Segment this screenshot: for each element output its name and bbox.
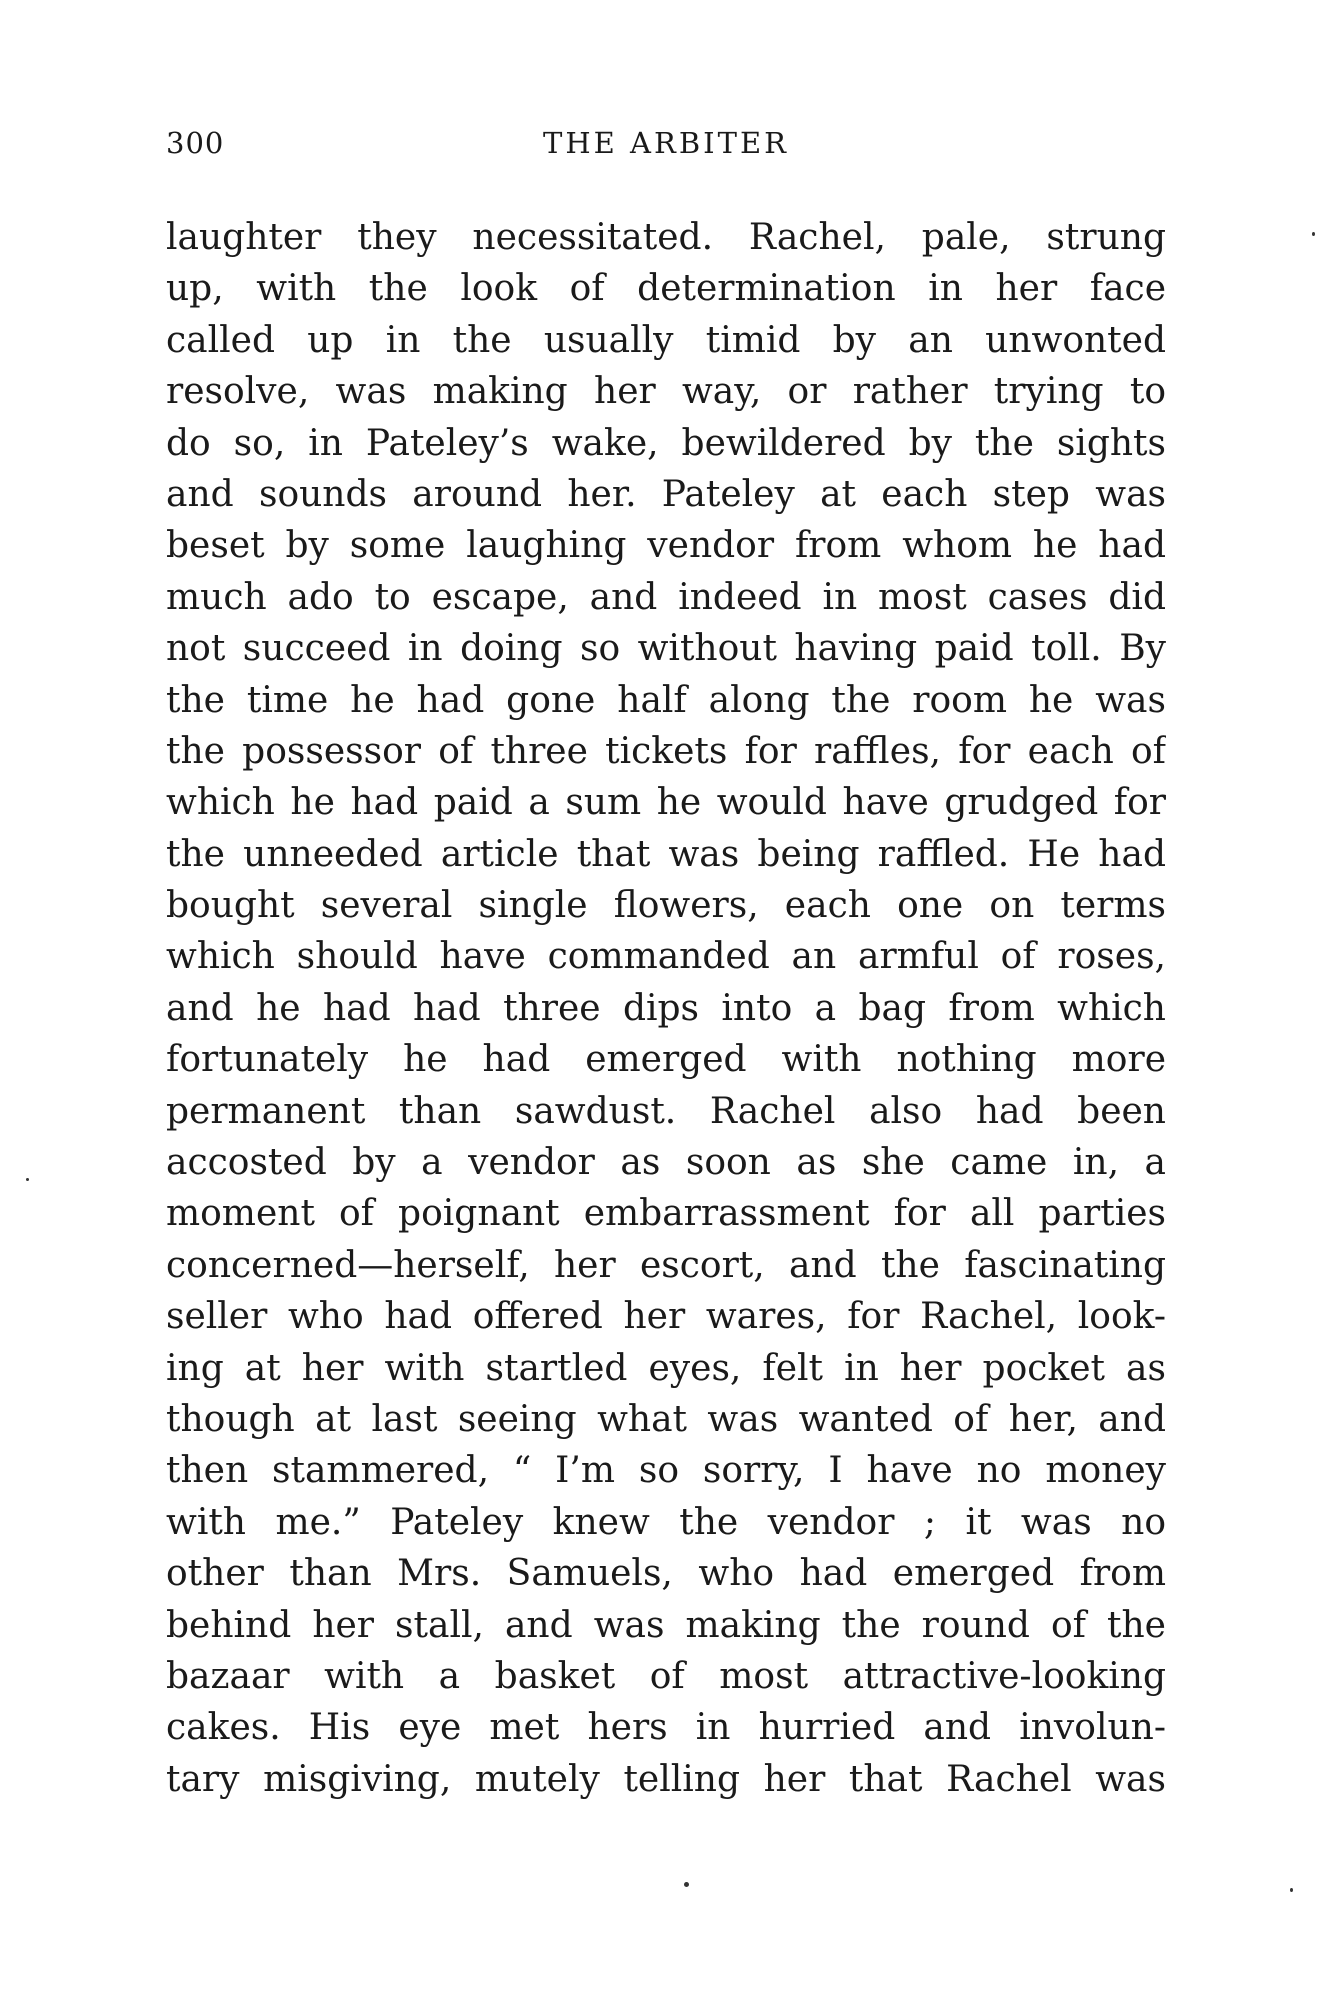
text-line: permanent than sawdust. Rachel also had been [166,1090,1166,1132]
text-line: much ado to escape, and indeed in most cases did [166,576,1166,618]
text-line: called up in the usually timid by an unwonted [166,319,1166,361]
text-line: ing at her with startled eyes, felt in her pocket as [166,1347,1166,1389]
text-line: tary misgiving, mutely telling her that Rachel was [166,1758,1166,1800]
text-line: seller who had offered her wares, for Rachel, look- [166,1296,1166,1338]
text-line: which should have commanded an armful of roses, [166,936,1166,978]
text-line: cakes. His eye met hers in hurried and involun- [166,1707,1166,1749]
scan-speck [1312,232,1315,236]
text-line: and he had had three dips into a bag from which [166,987,1166,1029]
text-line: though at last seeing what was wanted of her, and [166,1398,1166,1440]
text-line: up, with the look of determination in her face [166,268,1166,310]
text-line: then stammered, “ I’m so sorry, I have no money [166,1450,1166,1492]
text-line: do so, in Pateley’s wake, bewildered by the sights [166,422,1166,464]
text-line: fortunately he had emerged with nothing more [166,1039,1166,1081]
text-line: beset by some laughing vendor from whom he had [166,525,1166,567]
text-line: resolve, was making her way, or rather trying to [166,371,1166,413]
text-line: other than Mrs. Samuels, who had emerged from [166,1553,1166,1595]
page-number: 300 [166,126,225,160]
text-line: bought several single flowers, each one on terms [166,885,1166,927]
text-line: the time he had gone half along the room he was [166,679,1166,721]
text-line: not succeed in doing so without having paid toll. By [166,628,1166,670]
text-line: concerned—herself, her escort, and the fascinating [166,1244,1166,1286]
text-line: bazaar with a basket of most attractive-looking [166,1655,1166,1697]
text-line: behind her stall, and was making the round of the [166,1604,1166,1646]
text-line: the unneeded article that was being raffled. He had [166,833,1166,875]
scan-speck [26,1178,29,1181]
body-text [166,212,1166,1805]
running-title: THE ARBITER [543,126,789,160]
text-line: the possessor of three tickets for raffles, for each of [166,730,1166,772]
text-line: moment of poignant embarrassment for all parties [166,1193,1166,1235]
text-line: which he had paid a sum he would have grudged for [166,782,1166,824]
scan-speck [684,1882,689,1887]
scan-speck [1290,1888,1293,1892]
text-line: laughter they necessitated. Rachel, pale, strung [166,217,1166,258]
text-line: with me.” Pateley knew the vendor ; it was no [166,1501,1166,1543]
running-head [166,126,1166,170]
text-line: accosted by a vendor as soon as she came in, a [166,1142,1166,1184]
text-line: and sounds around her. Pateley at each step was [166,473,1166,515]
